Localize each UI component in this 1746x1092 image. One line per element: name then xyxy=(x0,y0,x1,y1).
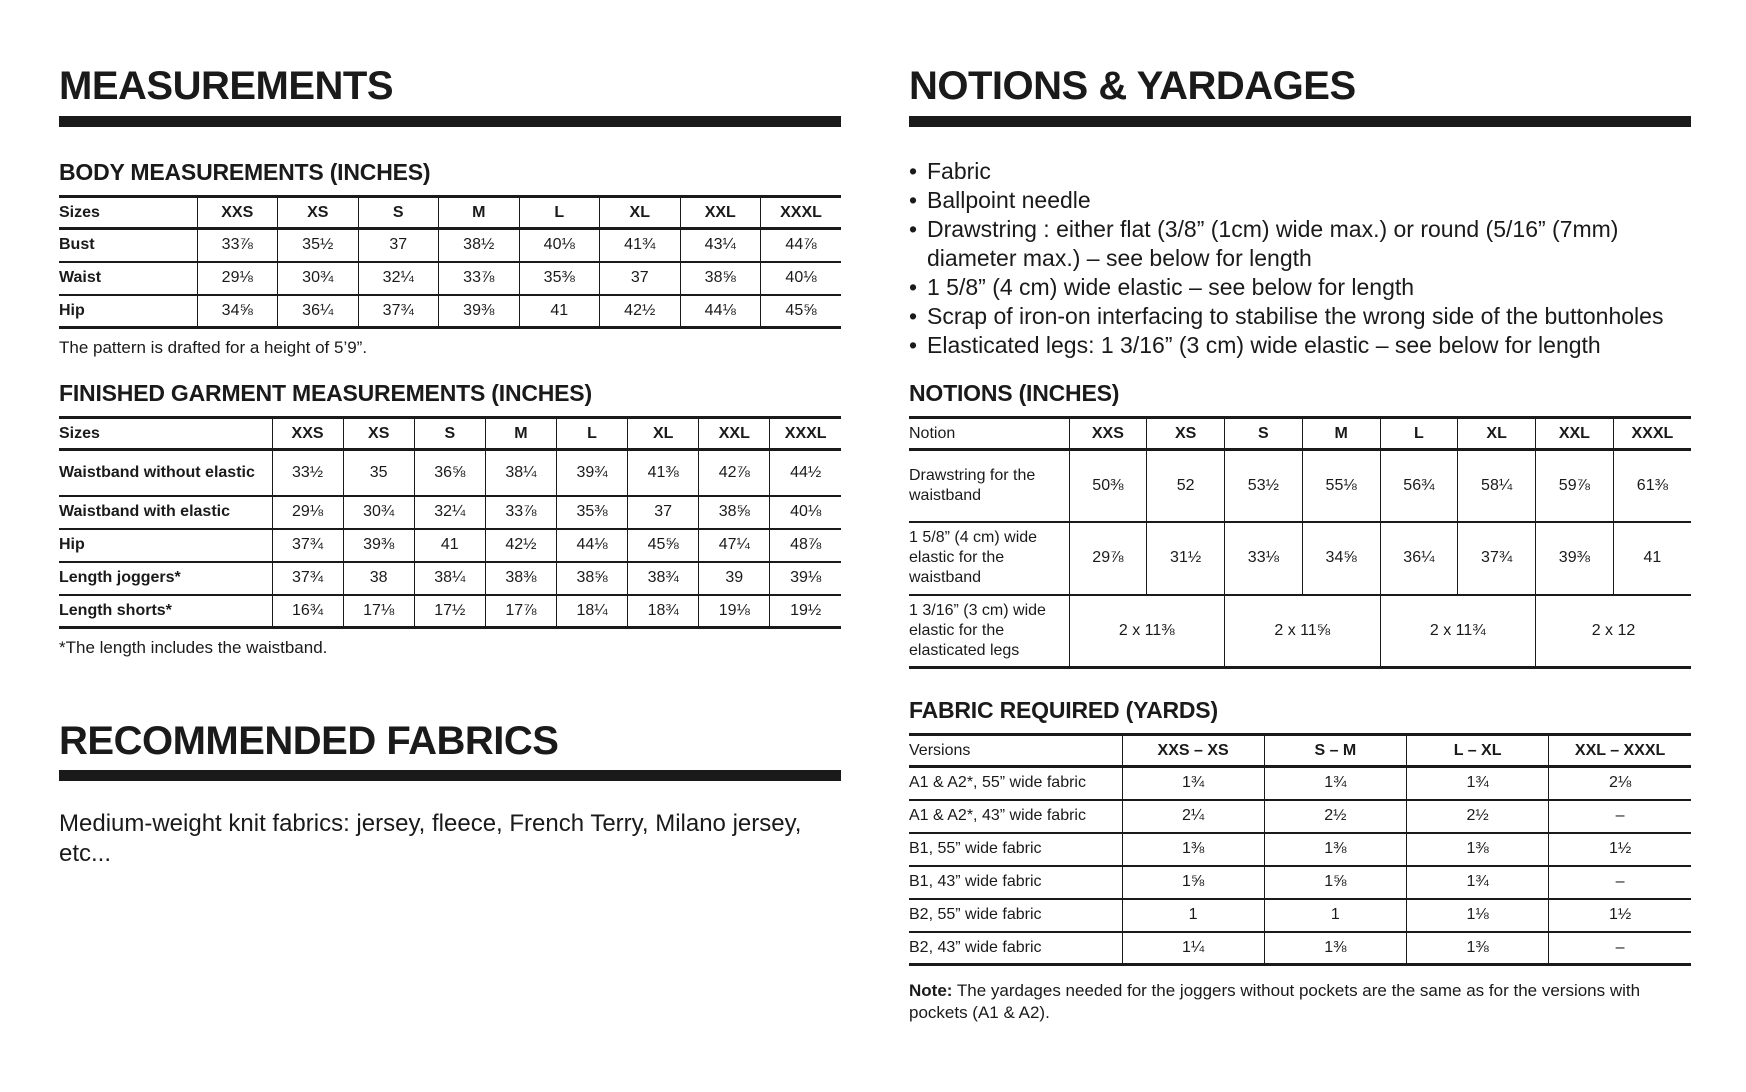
notions-list xyxy=(909,157,1691,360)
cell-value: 56¾ xyxy=(1380,450,1458,522)
cell-value: 1⅜ xyxy=(1264,833,1406,866)
cell-value: 44⅛ xyxy=(557,529,628,562)
cell-value: 18¾ xyxy=(628,595,699,628)
cell-value: – xyxy=(1549,800,1691,833)
cell-value: 39 xyxy=(699,562,770,595)
row-label: Hip xyxy=(59,529,272,562)
header-size: XL xyxy=(1458,418,1536,450)
header-size: S xyxy=(358,197,439,229)
cell-value: 37¾ xyxy=(1458,522,1536,595)
header-size: L xyxy=(519,197,600,229)
cell-value: 32¼ xyxy=(414,496,485,529)
measurements-title: MEASUREMENTS xyxy=(59,64,394,108)
cell-value: 58¼ xyxy=(1458,450,1536,522)
cell-value: 29⅛ xyxy=(272,496,343,529)
note-label: Note: xyxy=(909,981,953,1000)
cell-value: 30¾ xyxy=(343,496,414,529)
cell-value: 37 xyxy=(600,262,681,295)
fabrics-rule xyxy=(59,770,841,781)
yardage-note xyxy=(909,980,1691,1024)
table-row xyxy=(59,262,841,295)
header-size: XXL xyxy=(680,197,761,229)
header-label: Sizes xyxy=(59,197,197,229)
notion-item xyxy=(909,331,1691,360)
cell-value: 55⅛ xyxy=(1302,450,1380,522)
header-size: XXS xyxy=(1069,418,1147,450)
cell-value: 2 x 11⅜ xyxy=(1069,595,1225,668)
cell-value: 2 x 11⅝ xyxy=(1225,595,1381,668)
cell-value: 29⅛ xyxy=(197,262,278,295)
header-size: XXS – XS xyxy=(1122,735,1264,767)
cell-value: 35⅜ xyxy=(557,496,628,529)
cell-value: 33⅞ xyxy=(439,262,520,295)
table-row xyxy=(59,529,841,562)
cell-value: 35⅜ xyxy=(519,262,600,295)
header-size: XXXL xyxy=(761,197,842,229)
cell-value: 61⅜ xyxy=(1613,450,1691,522)
fabrics-text: Medium-weight knit fabrics: jersey, fleece, French Terry, Milano jersey, etc... xyxy=(59,810,802,867)
table-row xyxy=(59,496,841,529)
bullet-icon: • xyxy=(909,158,918,184)
row-label: Waistband without elastic xyxy=(59,450,272,496)
finished-measurements-title: FINISHED GARMENT MEASUREMENTS (INCHES) xyxy=(59,380,592,406)
cell-value: 41⅜ xyxy=(628,450,699,496)
cell-value: 19⅛ xyxy=(699,595,770,628)
cell-value: 32¼ xyxy=(358,262,439,295)
cell-value: 1¾ xyxy=(1407,866,1549,899)
cell-value: 2½ xyxy=(1264,800,1406,833)
cell-value: 39⅜ xyxy=(439,295,520,328)
cell-value: 40⅛ xyxy=(761,262,842,295)
cell-value: 38⅜ xyxy=(485,562,556,595)
cell-value: 1 xyxy=(1264,899,1406,932)
table-row xyxy=(59,450,841,496)
cell-value: 44⅛ xyxy=(680,295,761,328)
cell-value: 45⅝ xyxy=(628,529,699,562)
cell-value: 38¼ xyxy=(414,562,485,595)
cell-value: 36¼ xyxy=(278,295,359,328)
cell-value: 37¾ xyxy=(272,529,343,562)
cell-value: 33⅞ xyxy=(485,496,556,529)
header-size: M xyxy=(1302,418,1380,450)
height-note: The pattern is drafted for a height of 5’9”. xyxy=(59,338,368,357)
cell-value: 39⅜ xyxy=(343,529,414,562)
notions-rule xyxy=(909,116,1691,127)
cell-value: 2¼ xyxy=(1122,800,1264,833)
cell-value: 1¼ xyxy=(1122,932,1264,965)
table-row xyxy=(909,800,1691,833)
cell-value: 59⅞ xyxy=(1536,450,1614,522)
notion-item xyxy=(909,273,1691,302)
cell-value: 52 xyxy=(1147,450,1225,522)
cell-value: 41 xyxy=(1613,522,1691,595)
notion-item-text: Ballpoint needle xyxy=(927,187,1091,213)
cell-value: – xyxy=(1549,932,1691,965)
header-size: XXS xyxy=(197,197,278,229)
cell-value: 2 x 11¾ xyxy=(1380,595,1536,668)
header-size: XL xyxy=(600,197,681,229)
header-size: L xyxy=(557,418,628,450)
header-label: Sizes xyxy=(59,418,272,450)
table-header-row xyxy=(909,735,1691,767)
notion-item-text: 1 5/8” (4 cm) wide elastic – see below for length xyxy=(927,274,1415,300)
cell-value: 44⅞ xyxy=(761,229,842,262)
row-label: Drawstring for the waistband xyxy=(909,450,1069,522)
cell-value: 38½ xyxy=(439,229,520,262)
header-size: M xyxy=(439,197,520,229)
notion-item-text: Fabric xyxy=(927,158,991,184)
cell-value: 37 xyxy=(628,496,699,529)
header-label: Notion xyxy=(909,418,1069,450)
cell-value: 53½ xyxy=(1225,450,1303,522)
cell-value: 38⅝ xyxy=(699,496,770,529)
bullet-icon: • xyxy=(909,303,918,329)
row-label: Length shorts* xyxy=(59,595,272,628)
bullet-icon: • xyxy=(909,332,918,358)
notion-item xyxy=(909,186,1691,215)
header-size: XXL xyxy=(699,418,770,450)
table-row xyxy=(59,295,841,328)
cell-value: 2 x 12 xyxy=(1536,595,1692,668)
cell-value: 36¼ xyxy=(1380,522,1458,595)
row-label: B1, 55” wide fabric xyxy=(909,833,1122,866)
measurements-rule xyxy=(59,116,841,127)
row-label: Length joggers* xyxy=(59,562,272,595)
notions-table-title: NOTIONS (INCHES) xyxy=(909,380,1120,406)
header-size: S xyxy=(1225,418,1303,450)
header-size: L xyxy=(1380,418,1458,450)
header-size: XS xyxy=(343,418,414,450)
table-row xyxy=(909,522,1691,595)
table-row xyxy=(909,833,1691,866)
cell-value: 31½ xyxy=(1147,522,1225,595)
header-size: XXL xyxy=(1536,418,1614,450)
note-text: The yardages needed for the joggers without pockets are the same as for the versions with pockets (A1 & A2). xyxy=(909,981,1641,1022)
cell-value: 42⅞ xyxy=(699,450,770,496)
header-size: M xyxy=(485,418,556,450)
cell-value: 1⅜ xyxy=(1264,932,1406,965)
cell-value: 1½ xyxy=(1549,899,1691,932)
cell-value: 34⅝ xyxy=(1302,522,1380,595)
cell-value: 37 xyxy=(358,229,439,262)
bullet-icon: • xyxy=(909,274,918,300)
cell-value: 18¼ xyxy=(557,595,628,628)
table-row xyxy=(909,450,1691,522)
cell-value: 35 xyxy=(343,450,414,496)
cell-value: 36⅝ xyxy=(414,450,485,496)
table-row xyxy=(59,562,841,595)
cell-value: 43¼ xyxy=(680,229,761,262)
row-label: B2, 43” wide fabric xyxy=(909,932,1122,965)
row-label: Waist xyxy=(59,262,197,295)
table-row xyxy=(909,595,1691,668)
cell-value: 1½ xyxy=(1549,833,1691,866)
cell-value: 29⅞ xyxy=(1069,522,1147,595)
header-size: XS xyxy=(1147,418,1225,450)
fabrics-title: RECOMMENDED FABRICS xyxy=(59,719,559,763)
cell-value: 38¾ xyxy=(628,562,699,595)
row-label: Bust xyxy=(59,229,197,262)
cell-value: 1⅜ xyxy=(1407,932,1549,965)
length-note: *The length includes the waistband. xyxy=(59,638,328,657)
cell-value: 33½ xyxy=(272,450,343,496)
cell-value: 2½ xyxy=(1407,800,1549,833)
cell-value: 1¾ xyxy=(1122,767,1264,800)
notion-item-text: Drawstring : either flat (3/8” (1cm) wide max.) or round (5/16” (7mm) diameter max.) – see below for length xyxy=(927,216,1619,271)
header-size: XXS xyxy=(272,418,343,450)
header-size: XXXL xyxy=(1613,418,1691,450)
cell-value: 41 xyxy=(519,295,600,328)
cell-value: 45⅝ xyxy=(761,295,842,328)
row-label: B2, 55” wide fabric xyxy=(909,899,1122,932)
fabric-required-table xyxy=(909,733,1691,966)
cell-value: 40⅛ xyxy=(519,229,600,262)
header-size: S xyxy=(414,418,485,450)
table-row xyxy=(909,767,1691,800)
notions-title: NOTIONS & YARDAGES xyxy=(909,64,1356,108)
cell-value: 42½ xyxy=(600,295,681,328)
cell-value: 42½ xyxy=(485,529,556,562)
cell-value: 34⅝ xyxy=(197,295,278,328)
cell-value: 37¾ xyxy=(272,562,343,595)
cell-value: 33⅞ xyxy=(197,229,278,262)
cell-value: 1 xyxy=(1122,899,1264,932)
cell-value: 41 xyxy=(414,529,485,562)
cell-value: 39⅜ xyxy=(1536,522,1614,595)
cell-value: 1⅝ xyxy=(1122,866,1264,899)
header-size: XXXL xyxy=(770,418,841,450)
cell-value: 1⅜ xyxy=(1407,833,1549,866)
cell-value: 50⅜ xyxy=(1069,450,1147,522)
fabric-required-title: FABRIC REQUIRED (YARDS) xyxy=(909,697,1218,723)
cell-value: 1⅛ xyxy=(1407,899,1549,932)
cell-value: 38⅝ xyxy=(680,262,761,295)
cell-value: 40⅛ xyxy=(770,496,841,529)
table-header-row xyxy=(909,418,1691,450)
body-measurements-table xyxy=(59,195,841,329)
cell-value: 44½ xyxy=(770,450,841,496)
notion-item xyxy=(909,302,1691,331)
cell-value: 17⅞ xyxy=(485,595,556,628)
row-label: 1 3/16” (3 cm) wide elastic for the elasticated legs xyxy=(909,595,1069,668)
table-row xyxy=(909,899,1691,932)
header-label: Versions xyxy=(909,735,1122,767)
row-label: A1 & A2*, 43” wide fabric xyxy=(909,800,1122,833)
notions-table xyxy=(909,416,1691,669)
cell-value: – xyxy=(1549,866,1691,899)
notion-item-text: Scrap of iron-on interfacing to stabilise the wrong side of the buttonholes xyxy=(927,303,1664,329)
row-label: A1 & A2*, 55” wide fabric xyxy=(909,767,1122,800)
cell-value: 39¾ xyxy=(557,450,628,496)
header-size: XXL – XXXL xyxy=(1549,735,1691,767)
cell-value: 47¼ xyxy=(699,529,770,562)
table-header-row xyxy=(59,418,841,450)
cell-value: 17½ xyxy=(414,595,485,628)
table-row xyxy=(59,595,841,628)
notion-item xyxy=(909,215,1691,273)
table-header-row xyxy=(59,197,841,229)
header-size: XL xyxy=(628,418,699,450)
cell-value: 2⅛ xyxy=(1549,767,1691,800)
row-label: Waistband with elastic xyxy=(59,496,272,529)
bullet-icon: • xyxy=(909,216,918,242)
header-size: L – XL xyxy=(1407,735,1549,767)
table-row xyxy=(909,866,1691,899)
header-size: S – M xyxy=(1264,735,1406,767)
cell-value: 16¾ xyxy=(272,595,343,628)
row-label: 1 5/8” (4 cm) wide elastic for the waistband xyxy=(909,522,1069,595)
cell-value: 1¾ xyxy=(1264,767,1406,800)
cell-value: 17⅛ xyxy=(343,595,414,628)
table-row xyxy=(59,229,841,262)
row-label: B1, 43” wide fabric xyxy=(909,866,1122,899)
cell-value: 1⅜ xyxy=(1122,833,1264,866)
notion-item xyxy=(909,157,1691,186)
body-measurements-title: BODY MEASUREMENTS (INCHES) xyxy=(59,159,431,185)
table-row xyxy=(909,932,1691,965)
cell-value: 48⅞ xyxy=(770,529,841,562)
cell-value: 41¾ xyxy=(600,229,681,262)
cell-value: 1¾ xyxy=(1407,767,1549,800)
cell-value: 19½ xyxy=(770,595,841,628)
cell-value: 30¾ xyxy=(278,262,359,295)
cell-value: 33⅛ xyxy=(1225,522,1303,595)
cell-value: 1⅝ xyxy=(1264,866,1406,899)
cell-value: 35½ xyxy=(278,229,359,262)
header-size: XS xyxy=(278,197,359,229)
finished-measurements-table xyxy=(59,416,841,629)
cell-value: 38⅝ xyxy=(557,562,628,595)
cell-value: 39⅛ xyxy=(770,562,841,595)
cell-value: 38¼ xyxy=(485,450,556,496)
row-label: Hip xyxy=(59,295,197,328)
notion-item-text: Elasticated legs: 1 3/16” (3 cm) wide elastic – see below for length xyxy=(927,332,1601,358)
cell-value: 37¾ xyxy=(358,295,439,328)
cell-value: 38 xyxy=(343,562,414,595)
bullet-icon: • xyxy=(909,187,918,213)
